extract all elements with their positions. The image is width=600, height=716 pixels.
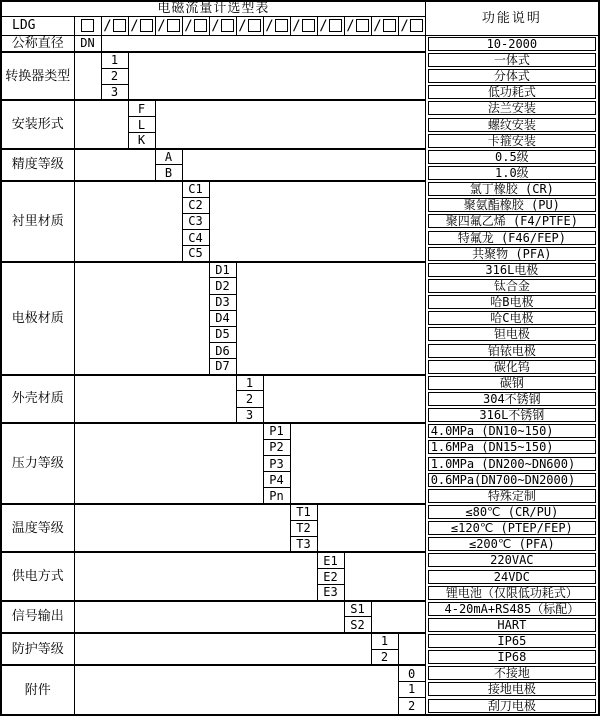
function-text: 碳钢: [428, 376, 596, 390]
model-prefix: LDG: [1, 16, 74, 35]
function-text: 螺纹安装: [428, 118, 596, 132]
option-row: [1, 149, 599, 165]
function-cell: [425, 601, 599, 617]
function-cell: [425, 262, 599, 278]
function-text: 304不锈钢: [428, 392, 596, 406]
category-label: 供电方式: [1, 552, 74, 600]
option-code: S2: [344, 617, 371, 633]
function-text: 锂电池（仅限低功耗式）: [428, 586, 596, 600]
model-code-slot: [182, 16, 209, 35]
category-label: 压力等级: [1, 423, 74, 504]
model-code-slot: [128, 16, 155, 35]
model-code-slot: [290, 16, 317, 35]
spacer-cell: [74, 262, 209, 375]
function-cell: [425, 68, 599, 84]
option-code: B: [155, 165, 182, 181]
option-code: 2: [371, 649, 398, 665]
slash-separator: /: [400, 17, 409, 34]
slash-separator: /: [346, 17, 355, 34]
function-cell: [425, 455, 599, 471]
option-code: DN: [74, 35, 101, 52]
function-text: 卡箍安装: [428, 134, 596, 148]
option-code: Pn: [263, 488, 290, 504]
option-code: T2: [290, 520, 317, 536]
option-code: C2: [182, 197, 209, 213]
function-cell: [425, 617, 599, 633]
category-label: 衬里材质: [1, 181, 74, 262]
option-code: K: [128, 133, 155, 149]
option-row: [1, 504, 599, 520]
placeholder-box-icon: [113, 19, 126, 32]
option-row: [1, 601, 599, 617]
function-cell: [425, 681, 599, 697]
function-text: 碳化钨: [428, 360, 596, 374]
spacer-cell: [101, 35, 425, 52]
placeholder-box-icon: [410, 19, 423, 32]
function-text: 220VAC: [428, 553, 596, 567]
option-code: F: [128, 100, 155, 116]
option-code: 2: [101, 68, 128, 84]
option-code: D3: [209, 294, 236, 310]
function-text: 铂铱电极: [428, 344, 596, 358]
function-text: ≤200℃ (PFA): [428, 537, 596, 551]
option-code: T1: [290, 504, 317, 520]
model-code-slot: [317, 16, 344, 35]
function-text: 24VDC: [428, 570, 596, 584]
option-code: C1: [182, 181, 209, 197]
option-row: [1, 52, 599, 68]
function-cell: [425, 149, 599, 165]
option-code: E1: [317, 552, 344, 568]
spacer-cell: [74, 552, 317, 600]
function-text: 共聚物 (PFA): [428, 247, 596, 261]
category-label: 公称直径: [1, 35, 74, 52]
function-text: 10-2000: [428, 37, 596, 51]
function-cell: [425, 181, 599, 197]
spacer-cell: [74, 633, 371, 665]
function-cell: [425, 375, 599, 391]
function-cell: [425, 552, 599, 568]
function-cell: [425, 84, 599, 100]
function-text: 接地电极: [428, 682, 596, 696]
function-text: 氯丁橡胶 (CR): [428, 182, 596, 196]
function-cell: [425, 213, 599, 229]
spacer-cell: [344, 552, 425, 600]
function-cell: [425, 342, 599, 358]
placeholder-box-icon: [302, 19, 315, 32]
option-code: P1: [263, 423, 290, 439]
option-row: [1, 100, 599, 116]
category-label: 安装形式: [1, 100, 74, 148]
model-code-slot: [344, 16, 371, 35]
function-text: 1.0级: [428, 166, 596, 180]
spacer-cell: [371, 601, 425, 633]
selection-table-body: [1, 1, 599, 715]
option-code: D4: [209, 310, 236, 326]
category-label: 精度等级: [1, 149, 74, 181]
spacer-cell: [236, 262, 425, 375]
function-text: ≤80℃ (CR/PU): [428, 505, 596, 519]
spacer-cell: [182, 149, 425, 181]
function-cell: [425, 359, 599, 375]
spacer-cell: [74, 181, 182, 262]
slash-separator: /: [265, 17, 274, 34]
model-code-slot: [209, 16, 236, 35]
placeholder-box-icon: [275, 19, 288, 32]
option-code: 1: [371, 633, 398, 649]
option-code: C5: [182, 246, 209, 262]
spacer-cell: [74, 665, 398, 715]
option-code: 2: [236, 391, 263, 407]
function-column-header: 功能说明: [425, 1, 599, 35]
placeholder-box-icon: [383, 19, 396, 32]
function-cell: [425, 326, 599, 342]
spacer-cell: [74, 52, 101, 100]
model-code-slot: [263, 16, 290, 35]
function-text: 法兰安装: [428, 101, 596, 115]
function-cell: [425, 246, 599, 262]
function-text: 一体式: [428, 53, 596, 67]
function-cell: [425, 439, 599, 455]
option-code: P3: [263, 455, 290, 471]
option-row: [1, 665, 599, 681]
slash-separator: /: [238, 17, 247, 34]
function-text: 钛合金: [428, 279, 596, 293]
function-cell: [425, 472, 599, 488]
function-cell: [425, 665, 599, 681]
function-text: 分体式: [428, 69, 596, 83]
function-cell: [425, 488, 599, 504]
function-text: 刮刀电极: [428, 699, 596, 713]
spacer-cell: [128, 52, 425, 100]
slash-separator: /: [373, 17, 382, 34]
option-code: P4: [263, 472, 290, 488]
spacer-cell: [290, 423, 425, 504]
function-cell: [425, 568, 599, 584]
option-code: D1: [209, 262, 236, 278]
category-label: 电极材质: [1, 262, 74, 375]
function-cell: [425, 197, 599, 213]
function-text: IP65: [428, 634, 596, 648]
function-text: ≤120℃ (PTEP/FEP): [428, 521, 596, 535]
slash-separator: /: [130, 17, 139, 34]
function-cell: [425, 536, 599, 552]
function-text: 0.5级: [428, 150, 596, 164]
option-row: [1, 375, 599, 391]
option-row: [1, 552, 599, 568]
function-cell: [425, 100, 599, 116]
model-code-slot: [236, 16, 263, 35]
placeholder-box-icon: [221, 19, 234, 32]
placeholder-box-icon: [140, 19, 153, 32]
option-row: [1, 181, 599, 197]
option-code: 3: [236, 407, 263, 423]
slash-separator: /: [292, 17, 301, 34]
function-text: 低功耗式: [428, 85, 596, 99]
function-cell: [425, 585, 599, 601]
slash-separator: /: [157, 17, 166, 34]
function-text: 1.6MPa (DN15~150): [428, 440, 596, 454]
function-text: 特氟龙 (F46/FEP): [428, 231, 596, 245]
option-code: 0: [398, 665, 425, 681]
function-cell: [425, 35, 599, 52]
function-cell: [425, 520, 599, 536]
function-text: 0.6MPa(DN700~DN2000): [428, 473, 596, 487]
function-text: 4-20mA+RS485（标配）: [428, 602, 596, 616]
option-code: L: [128, 117, 155, 133]
spacer-cell: [263, 375, 425, 423]
option-code: S1: [344, 601, 371, 617]
spacer-cell: [209, 181, 425, 262]
function-cell: [425, 698, 599, 715]
function-text: HART: [428, 618, 596, 632]
category-label: 信号输出: [1, 601, 74, 633]
option-code: E2: [317, 568, 344, 584]
function-cell: [425, 229, 599, 245]
function-text: 316L不锈钢: [428, 408, 596, 422]
option-code: D5: [209, 326, 236, 342]
model-code-slot: [101, 16, 128, 35]
function-cell: [425, 504, 599, 520]
function-text: 特殊定制: [428, 489, 596, 503]
function-text: IP68: [428, 650, 596, 664]
placeholder-box-icon: [329, 19, 342, 32]
function-text: 316L电极: [428, 263, 596, 277]
model-code-slot: [74, 16, 101, 35]
function-cell: [425, 310, 599, 326]
spacer-cell: [155, 100, 425, 148]
placeholder-box-icon: [248, 19, 261, 32]
spacer-cell: [74, 601, 344, 633]
function-text: 4.0MPa (DN10~150): [428, 424, 596, 438]
option-code: 1: [101, 52, 128, 68]
model-code-slot: [398, 16, 425, 35]
option-code: 2: [398, 698, 425, 715]
option-code: T3: [290, 536, 317, 552]
placeholder-box-icon: [81, 19, 94, 32]
category-label: 附件: [1, 665, 74, 715]
function-text: 哈B电极: [428, 295, 596, 309]
option-code: P2: [263, 439, 290, 455]
option-row: [1, 633, 599, 649]
function-cell: [425, 649, 599, 665]
function-cell: [425, 391, 599, 407]
function-cell: [425, 52, 599, 68]
option-code: A: [155, 149, 182, 165]
function-text: 聚四氟乙烯 (F4/PTFE): [428, 214, 596, 228]
option-code: D6: [209, 342, 236, 358]
function-text: 聚氨酯橡胶 (PU): [428, 198, 596, 212]
page-title: 电磁流量计选型表: [1, 1, 425, 16]
option-code: E3: [317, 585, 344, 601]
slash-separator: /: [184, 17, 193, 34]
function-text: 哈C电极: [428, 311, 596, 325]
option-row: [1, 35, 599, 52]
category-label: 温度等级: [1, 504, 74, 552]
slash-separator: /: [103, 17, 112, 34]
function-text: 1.0MPa (DN200~DN600): [428, 457, 596, 471]
option-code: C3: [182, 213, 209, 229]
option-code: 1: [236, 375, 263, 391]
option-code: C4: [182, 229, 209, 245]
title-row: [1, 1, 599, 16]
spacer-cell: [74, 375, 236, 423]
placeholder-box-icon: [194, 19, 207, 32]
category-label: 转换器类型: [1, 52, 74, 100]
slash-separator: /: [211, 17, 220, 34]
spacer-cell: [74, 504, 290, 552]
function-cell: [425, 117, 599, 133]
function-cell: [425, 165, 599, 181]
option-row: [1, 262, 599, 278]
slash-separator: /: [319, 17, 328, 34]
function-cell: [425, 407, 599, 423]
category-label: 防护等级: [1, 633, 74, 665]
option-code: 3: [101, 84, 128, 100]
function-cell: [425, 633, 599, 649]
option-code: D2: [209, 278, 236, 294]
spacer-cell: [317, 504, 425, 552]
model-code-slot: [155, 16, 182, 35]
spacer-cell: [74, 423, 263, 504]
spacer-cell: [74, 149, 155, 181]
function-text: 钽电极: [428, 327, 596, 341]
function-cell: [425, 278, 599, 294]
placeholder-box-icon: [167, 19, 180, 32]
option-row: [1, 423, 599, 439]
spacer-cell: [398, 633, 425, 665]
function-cell: [425, 133, 599, 149]
function-text: 不接地: [428, 666, 596, 680]
option-code: D7: [209, 359, 236, 375]
function-cell: [425, 294, 599, 310]
option-code: 1: [398, 681, 425, 697]
category-label: 外壳材质: [1, 375, 74, 423]
placeholder-box-icon: [356, 19, 369, 32]
function-cell: [425, 423, 599, 439]
spacer-cell: [74, 100, 128, 148]
model-code-slot: [371, 16, 398, 35]
